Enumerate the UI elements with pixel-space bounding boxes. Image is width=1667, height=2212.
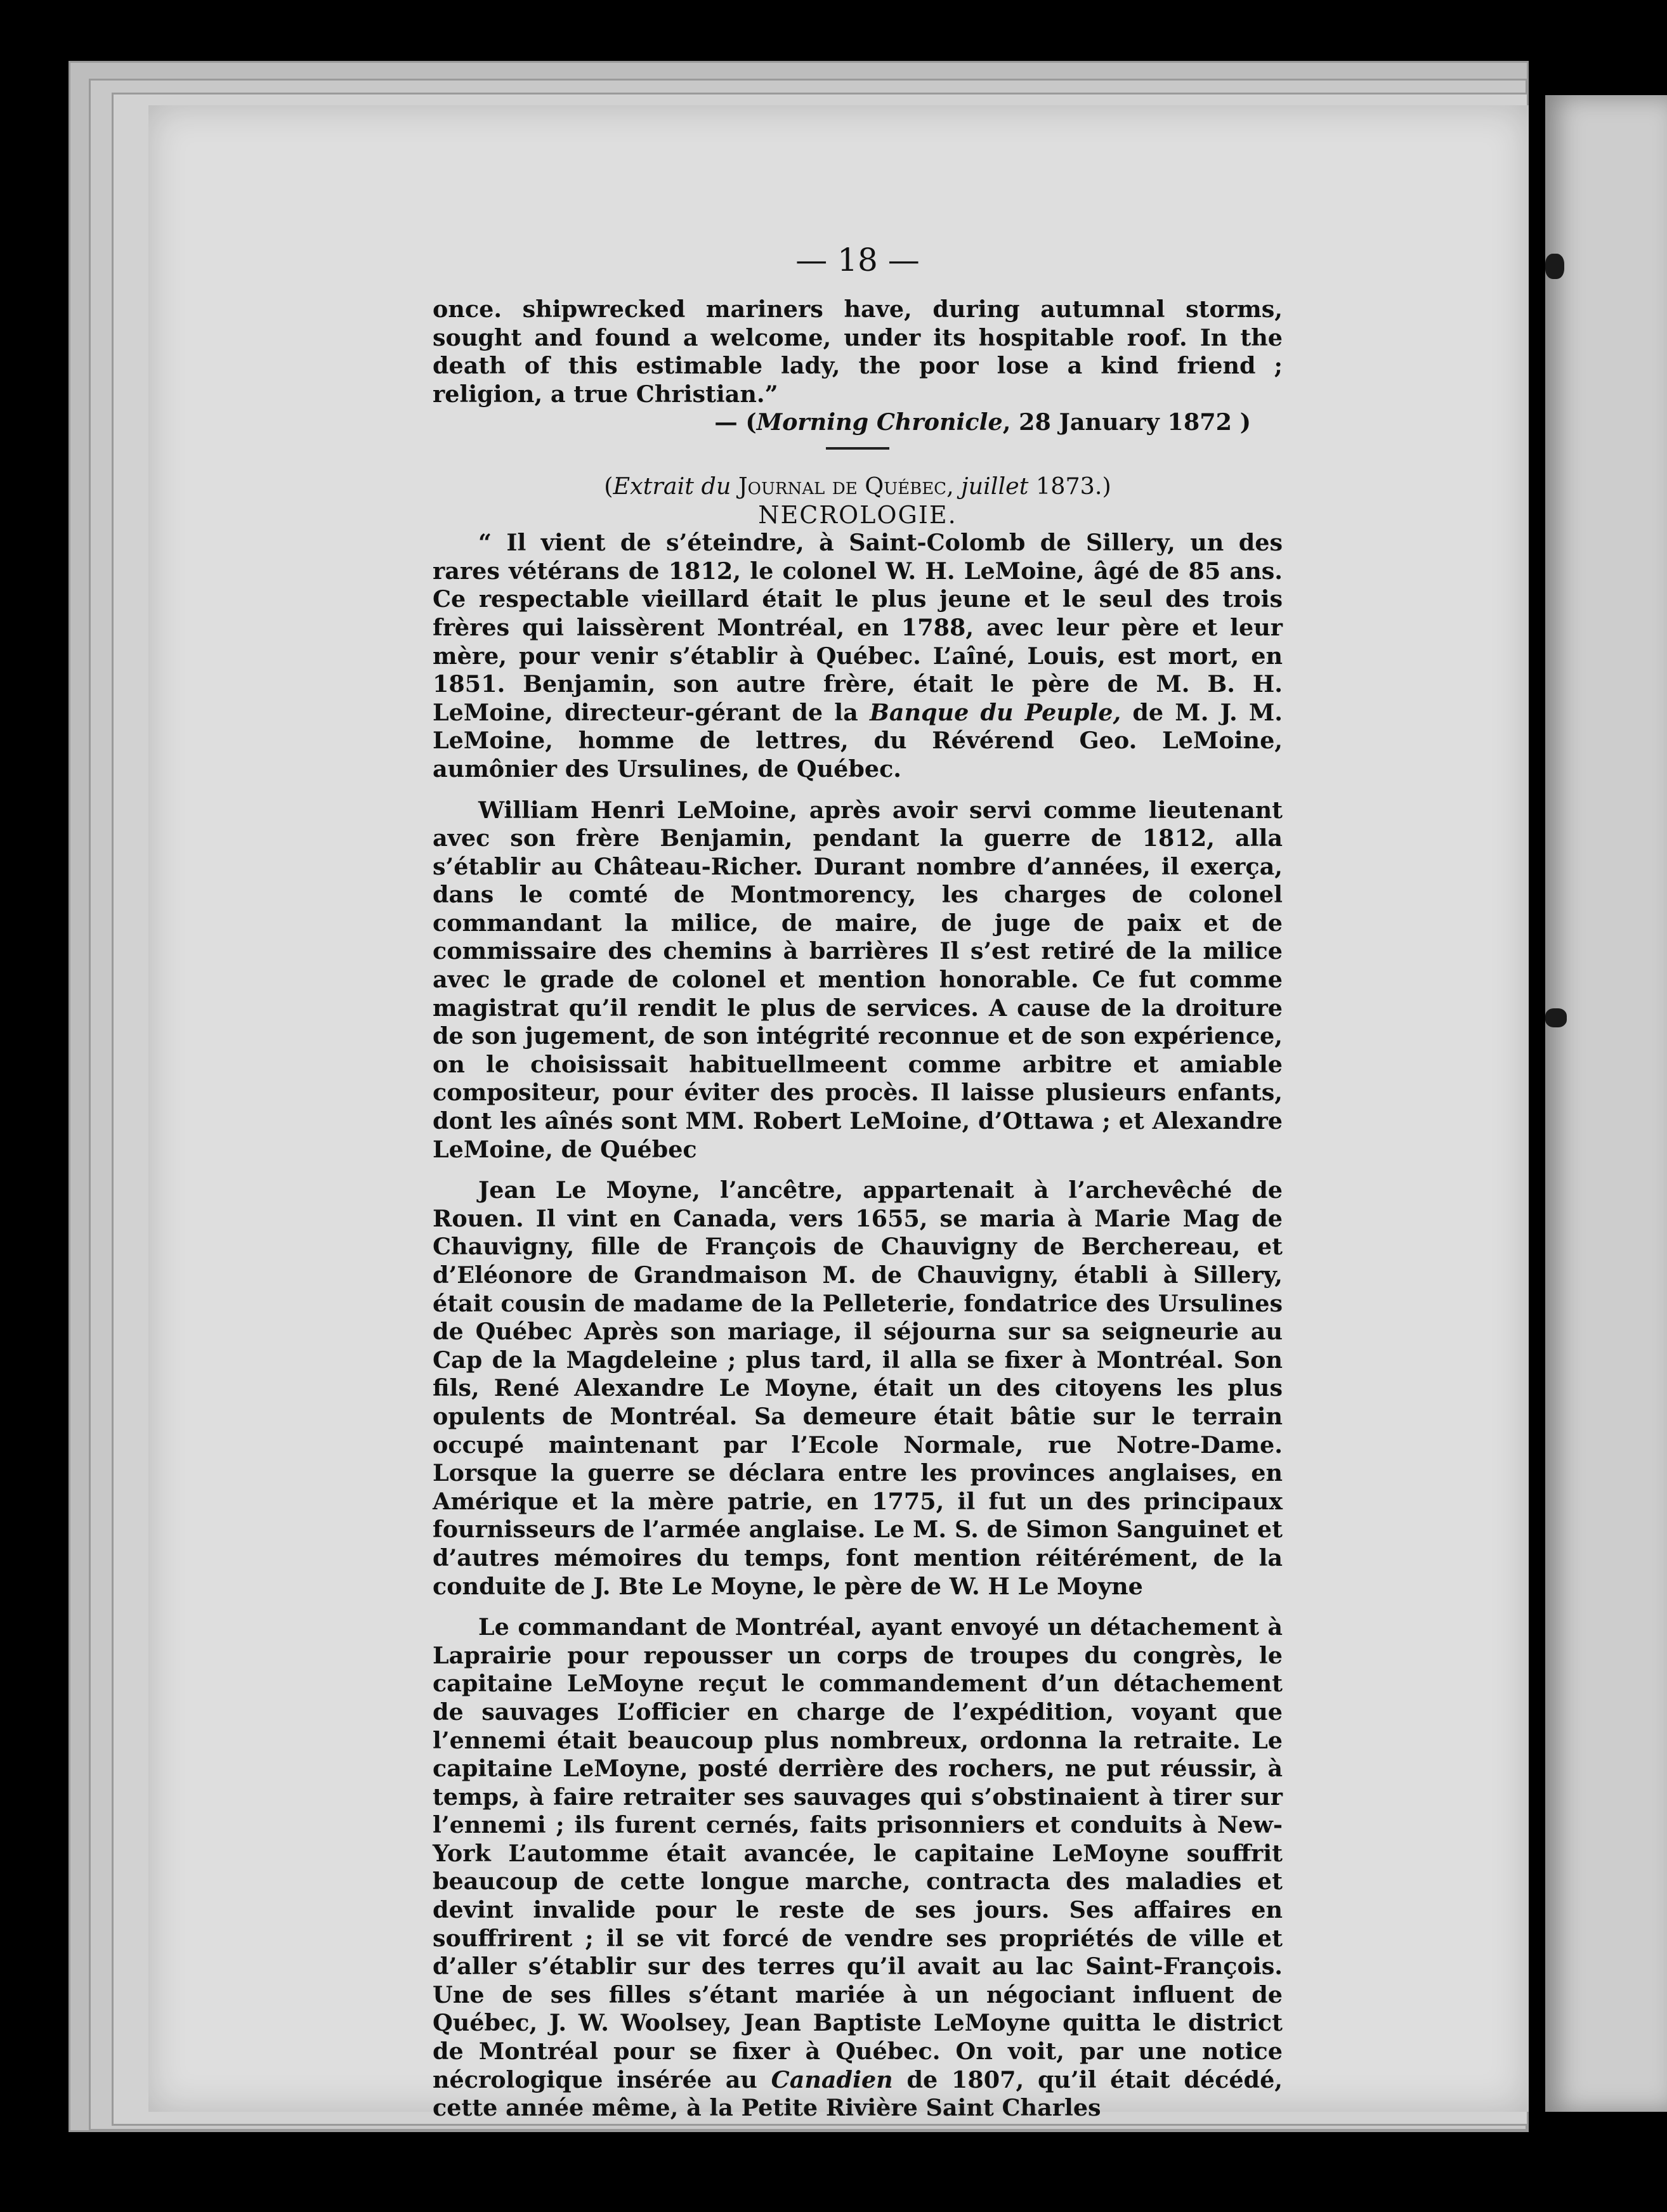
source-title: Morning Chronicle [756, 408, 1003, 436]
binding-mark [1545, 254, 1564, 279]
paragraph-4: Le commandant de Montréal, ayant envoyé un détachement à Laprairie pour repousser un corps de troupes du congrès, le capitaine LeMoyne reçut le commandement d’un détachement de sauvages L’officier en charge de l’expédition, voyant que l’ennemi était beaucoup plus nombreux, ordonna la retraite. Le capitaine LeMoyne, posté derrière des rochers, ne put réussir, à temps, à faire retraiter ses sauvages qui s’obstinaient à tirer sur l’ennemi ; ils furent cernés, faits prisonniers et conduits à New-York L’automme était avancée, le capitaine LeMoyne souffrit beaucoup de cette longue marche, contracta des maladies et devint invalide pour le reste de ses jours. Ses affaires en souffrirent ; il se vit forcé de vendre ses propriétés de ville et d’aller s’établir sur des terres qu’il avait au lac Saint-François. Une de ses filles s’étant mariée à un négociant influent de Québec, J. W. Woolsey, Jean Baptiste LeMoyne quitta le district de Montréal pour se fixer à Québec. On voit, par une notice nécrologique insérée au Canadien de 1807, qu’il était décédé, cette année même, à la Petite Rivière Saint Charles [433, 1613, 1283, 2122]
binding-mark [1545, 1008, 1567, 1027]
paragraph-1: “ Il vient de s’éteindre, à Saint-Colomb de Sillery, un des rares vétérans de 1812, le colonel W. H. LeMoine, âgé de 85 ans. Ce respectable vieillard était le plus jeune et le seul des trois frères qui laissèrent Montréal, en 1788, avec leur père et leur mère, pour venir s’établir à Québec. L’aîné, Louis, est mort, en 1851. Benjamin, son autre frère, était le père de M. B. H. LeMoine, directeur-gérant de la Banque du Peuple, de M. J. M. LeMoine, homme de lettres, du Révérend Geo. LeMoine, aumônier des Ursulines, de Québec. [433, 529, 1283, 783]
paragraph-3: Jean Le Moyne, l’ancêtre, appartenait à l’archevêché de Rouen. Il vint en Canada, vers 1655, se maria à Marie Mag de Chauvigny, fille de François de Chauvigny de Berchereau, et d’Eléonore de Grandmaison M. de Chauvigny, établi à Sillery, était cousin de madame de la Pelleterie, fondatrice des Ursulines de Québec Après son mariage, il séjourna sur sa seigneurie au Cap de la Magdeleine ; plus tard, il alla se fixer à Montréal. Son fils, René Alexandre Le Moyne, était un des citoyens les plus opulents de Montréal. Sa demeure était bâtie sur le terrain occupé maintenant par l’Ecole Normale, rue Notre-Dame. Lorsque la guerre se déclara entre les provinces anglaises, en Amérique et la mère patrie, en 1775, il fut un des principaux fournisseurs de l’armée anglaise. Le M. S. de Simon Sanguinet et d’autres mémoires du temps, font mention réitérément, de la conduite de J. Bte Le Moyne, le père de W. H Le Moyne [433, 1176, 1283, 1600]
page-number: — 18 — [795, 242, 920, 278]
section-heading: NECROLOGIE. [758, 500, 957, 529]
paragraph-2: William Henri LeMoine, après avoir servi comme lieutenant avec son frère Benjamin, pendant la guerre de 1812, alla s’établir au Château-Richer. Durant nombre d’années, il exerça, dans le comté de Montmorency, les charges de colonel commandant la milice, de maire, de juge de paix et de commissaire des chemins à barrières Il s’est retiré de la milice avec le grade de colonel et mention honorable. Ce fut comme magistrat qu’il rendit le plus de services. A cause de la droiture de son jugement, de son intégrité reconnue et de son expérience, on le choisissait habituellmeent comme arbitre et amiable compositeur, pour éviter des procès. Il laisse plusieurs enfants, dont les aînés sont MM. Robert LeMoine, d’Ottawa ; et Alexandre LeMoine, de Québec [433, 796, 1283, 1163]
section-divider [826, 447, 889, 450]
quote-ending: once. shipwrecked mariners have, during autumnal storms, sought and found a welcome, under its hospitable roof. In the death of this estimable lady, the poor lose a kind friend ; religion, a true Christian.” [433, 296, 1283, 408]
adjacent-page [1545, 95, 1667, 2112]
page-text [433, 242, 1283, 2123]
quote-source: — (Morning Chronicle, 28 January 1872 ) [714, 408, 1251, 436]
extract-attribution: (Extrait du Journal de Québec, juillet 1873.) [604, 472, 1111, 500]
